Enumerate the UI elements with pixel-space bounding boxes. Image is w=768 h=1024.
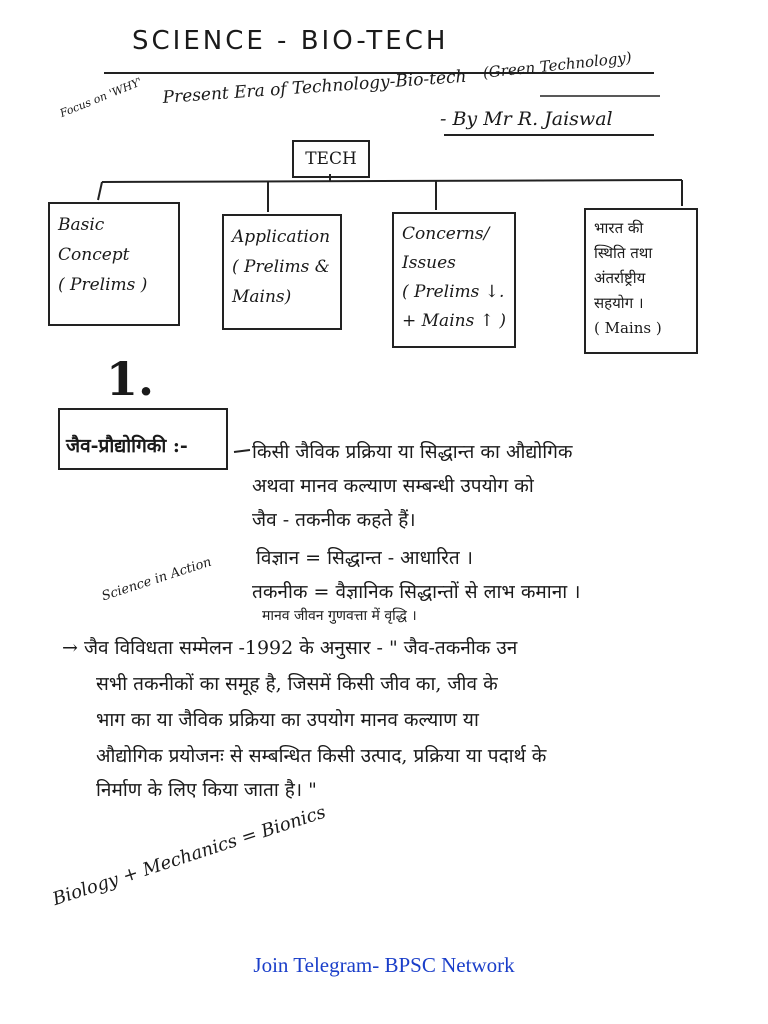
box-application [222,214,342,330]
focus-note: Focus on 'WHY' [58,75,144,121]
box-basic-concept [48,202,180,326]
convention-line: → जैव विविधता सम्मेलन -1992 के अनुसार - " जैव-तकनीक उन [62,637,518,659]
box-line: सहयोग । [594,294,644,312]
convention-line: सभी तकनीकों का समूह है, जिसमें किसी जीव का, जीव के [96,673,498,695]
box-line: + Mains ↑ ) [402,311,506,331]
box-line: Basic [58,215,105,235]
convention-line: औद्योगिक प्रयोजनः से सम्बन्धित किसी उत्पाद, प्रक्रिया या पदार्थ के [96,745,547,767]
box-concerns [392,212,516,348]
author-underline [444,134,654,136]
taknik-subline: मानव जीवन गुणवत्ता में वृद्धि । [262,608,417,624]
definition-line: जैव - तकनीक कहते हैं। [252,509,416,531]
convention-line: भाग का या जैविक प्रक्रिया का उपयोग मानव कल्याण या [96,709,479,731]
box-line: ( Prelims ) [58,275,148,295]
page-title: SCIENCE - BIO-TECH [132,26,449,56]
term-label: जैव-प्रौद्योगिकी :- [66,435,188,457]
box-line: ( Prelims ↓. [402,282,505,302]
taknik-line: तकनीक = वैज्ञानिक सिद्धान्तों से लाभ कमाना । [252,581,581,603]
definition-line: अथवा मानव कल्याण सम्बन्धी उपयोग को [252,475,534,497]
telegram-footer[interactable]: Join Telegram- BPSC Network [253,953,515,977]
box-line: Mains) [232,287,292,307]
convention-line: निर्माण के लिए किया जाता है। " [96,779,317,801]
box-line: ( Prelims & [232,257,330,277]
box-line: अंतर्राष्ट्रीय [594,269,646,287]
author: - By Mr R. Jaiswal [440,108,613,130]
box-line: स्थिति तथा [594,244,653,262]
box-line: Application [232,227,331,247]
bionics-note: Biology + Mechanics = Bionics [50,801,329,910]
box-line: ( Mains ) [594,319,662,337]
box-line: Concerns/ [402,224,490,244]
subtitle: Present Era of Technology-Bio-tech [162,66,468,108]
box-line: Issues [402,253,456,273]
vigyan-line: विज्ञान = सिद्धान्त - आधारित । [256,547,473,569]
box-india-status [584,208,698,354]
box-line: Concept [58,245,130,265]
box-line: भारत की [594,219,644,237]
science-in-action-note: Science in Action [100,554,214,605]
tech-root-box: TECH [292,140,370,178]
section-number: 1. [106,352,155,406]
definition-line: किसी जैविक प्रक्रिया या सिद्धान्त का औद्योगिक [252,441,573,463]
green-tag: (Green Technology) [482,48,633,82]
